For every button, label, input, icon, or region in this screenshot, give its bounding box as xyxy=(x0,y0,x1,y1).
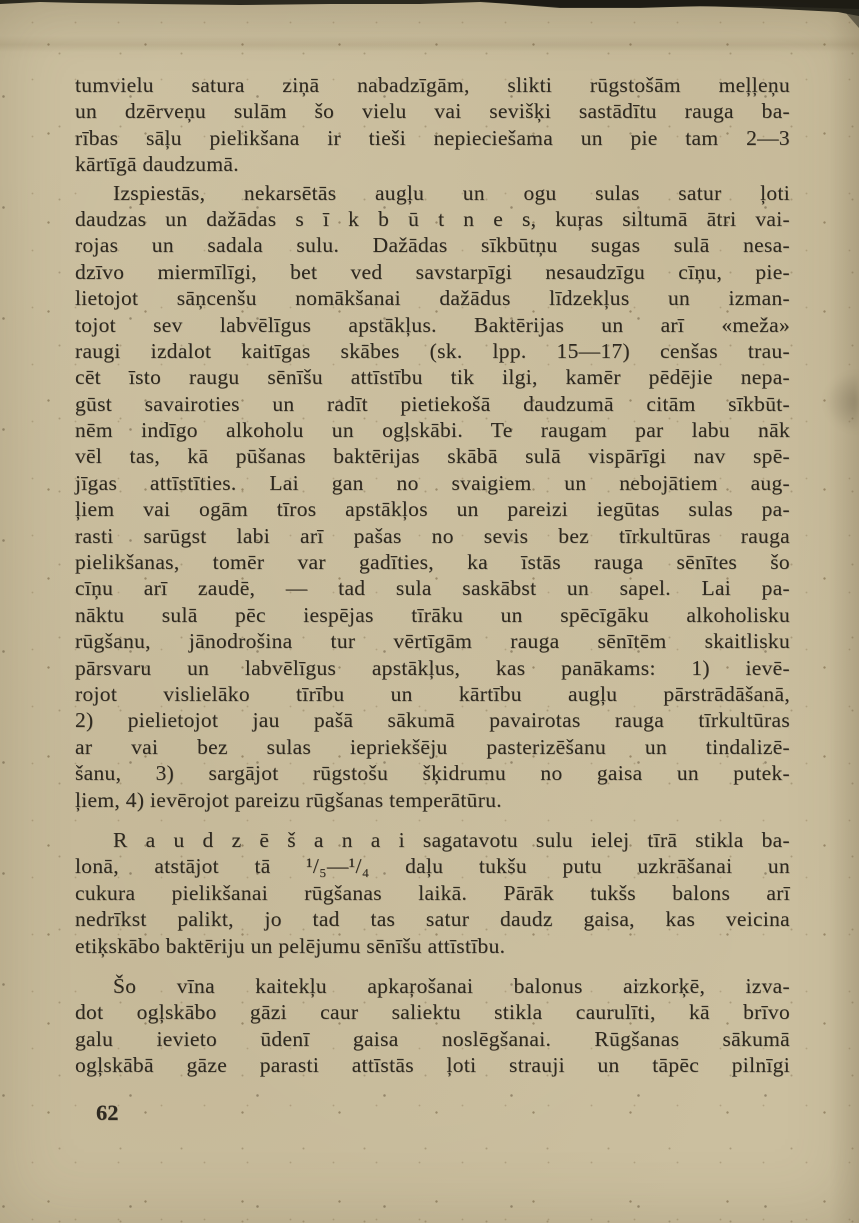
text-line: galu ievieto ūdenī gaisa noslēgšanai. Rūgšanas sākumā xyxy=(75,1026,790,1051)
text-line: jīgas attīstīties. Lai gan no svaigiem un nebojātiem aug- xyxy=(75,470,790,495)
text-line: raugi izdalot kaitīgas skābes (sk. lpp. 15—17) cenšas trau- xyxy=(75,338,790,363)
text-line: R a u d z ē š a n a i sagatavotu sulu ielej tīrā stikla ba- xyxy=(113,827,790,852)
text-line: nedrīkst palikt, jo tad tas satur daudz gaisa, kas veicina xyxy=(75,907,790,932)
text-line: rojas un sadala sulu. Dažādas sīkbūtņu sugas sulā nesa- xyxy=(75,233,790,258)
text-block xyxy=(75,72,790,1080)
text-line: nēm indīgo alkoholu un ogļskābi. Te raugam par labu nāk xyxy=(75,418,790,443)
text-line: rojot vislielāko tīrību un kārtību augļu pārstrādāšanā, xyxy=(75,681,790,706)
paragraph xyxy=(75,180,790,813)
text-line: cukura pielikšanai rūgšanas laikā. Pārāk tukšs balons arī xyxy=(75,880,790,905)
paper-crease xyxy=(0,36,859,52)
text-line: Šo vīna kaitekļu apkaŗošanai balonus aizkorķē, izva- xyxy=(113,973,790,998)
text-line: tumvielu satura ziņā nabadzīgām, slikti rūgstošām meļļeņu xyxy=(75,73,790,97)
text-line: rības sāļu pielikšana ir tieši nepieciešama un pie tam 2—3 xyxy=(75,125,790,150)
text-line: ļiem vai ogām tīros apstākļos un pareizi iegūtas sulas pa- xyxy=(75,497,790,522)
text-line: dot ogļskābo gāzi caur saliektu stikla caurulīti, kā brīvo xyxy=(75,1000,790,1025)
page-number: 62 xyxy=(96,1100,119,1125)
scan-smudge xyxy=(825,372,859,432)
text-line: lonā, atstājot tā ¹/₅—¹/₄ daļu tukšu putu uzkrāšanai un xyxy=(75,854,790,879)
text-line: un dzērveņu sulām šo vielu vai sevišķi sastādītu rauga ba- xyxy=(75,99,790,124)
text-line: gūst savairoties un radīt pietiekošā daudzumā citām sīkbūt- xyxy=(75,391,790,416)
text-line: šanu, 3) sargājot rūgstošu šķidrumu no gaisa un putek- xyxy=(75,761,790,786)
text-line: lietojot sāņcenšu nomākšanai dažādus līdzekļus un izman- xyxy=(75,286,790,311)
text-line: etiķskābo baktēriju un pelējumu sēnīšu attīstību. xyxy=(75,933,506,958)
text-line: Izspiestās, nekarsētās augļu un ogu sulas satur ļoti xyxy=(113,180,790,205)
text-line: tojot sev labvēlīgus apstākļus. Baktērijas un arī «meža» xyxy=(75,312,790,337)
text-line: rūgšanu, jānodrošina tur vērtīgām rauga sēnītēm skaitlisku xyxy=(75,629,790,654)
text-line: nāktu sulā pēc iespējas tīrāku un spēcīgāku alkoholisku xyxy=(75,602,790,627)
text-line: pielikšanas, tomēr var gadīties, ka īstās rauga sēnītes šo xyxy=(75,550,790,575)
text-line: ogļskābā gāze parasti attīstās ļoti strauji un tāpēc pilnīgi xyxy=(75,1053,790,1078)
scan-edge-top xyxy=(0,0,859,30)
text-line: dzīvo miermīlīgi, bet ved savstarpīgi nesaudzīgu cīņu, pie- xyxy=(75,259,790,284)
text-line: cēt īsto raugu sēnīšu attīstību tik ilgi, kamēr pēdējie nepa- xyxy=(75,365,790,390)
text-line: pārsvaru un labvēlīgus apstākļus, kas panākams: 1) ievē- xyxy=(75,655,790,680)
text-line: 2) pielietojot jau pašā sākumā pavairotas rauga tīrkultūras xyxy=(75,708,790,733)
text-line: daudzas un dažādas s ī k b ū t n e s, kuŗas siltumā ātri vai- xyxy=(75,206,790,231)
text-line: vēl tas, kā pūšanas baktērijas skābā sulā vispārīgi nav spē- xyxy=(75,444,790,469)
text-line: cīņu arī zaudē, — tad sula saskābst un sapel. Lai pa- xyxy=(75,576,790,601)
text-line: kārtīgā daudzumā. xyxy=(75,152,239,177)
text-line: ļiem, 4) ievērojot pareizu rūgšanas temperātūru. xyxy=(75,787,502,812)
paragraph xyxy=(75,72,790,178)
text-line: ar vai bez sulas iepriekšēju pasterizēšanu un tindalizē- xyxy=(75,734,790,759)
text-line: rasti sarūgst labi arī pašas no sevis bez tīrkultūras rauga xyxy=(75,523,790,548)
paragraph xyxy=(75,827,790,959)
paragraph xyxy=(75,973,790,1079)
